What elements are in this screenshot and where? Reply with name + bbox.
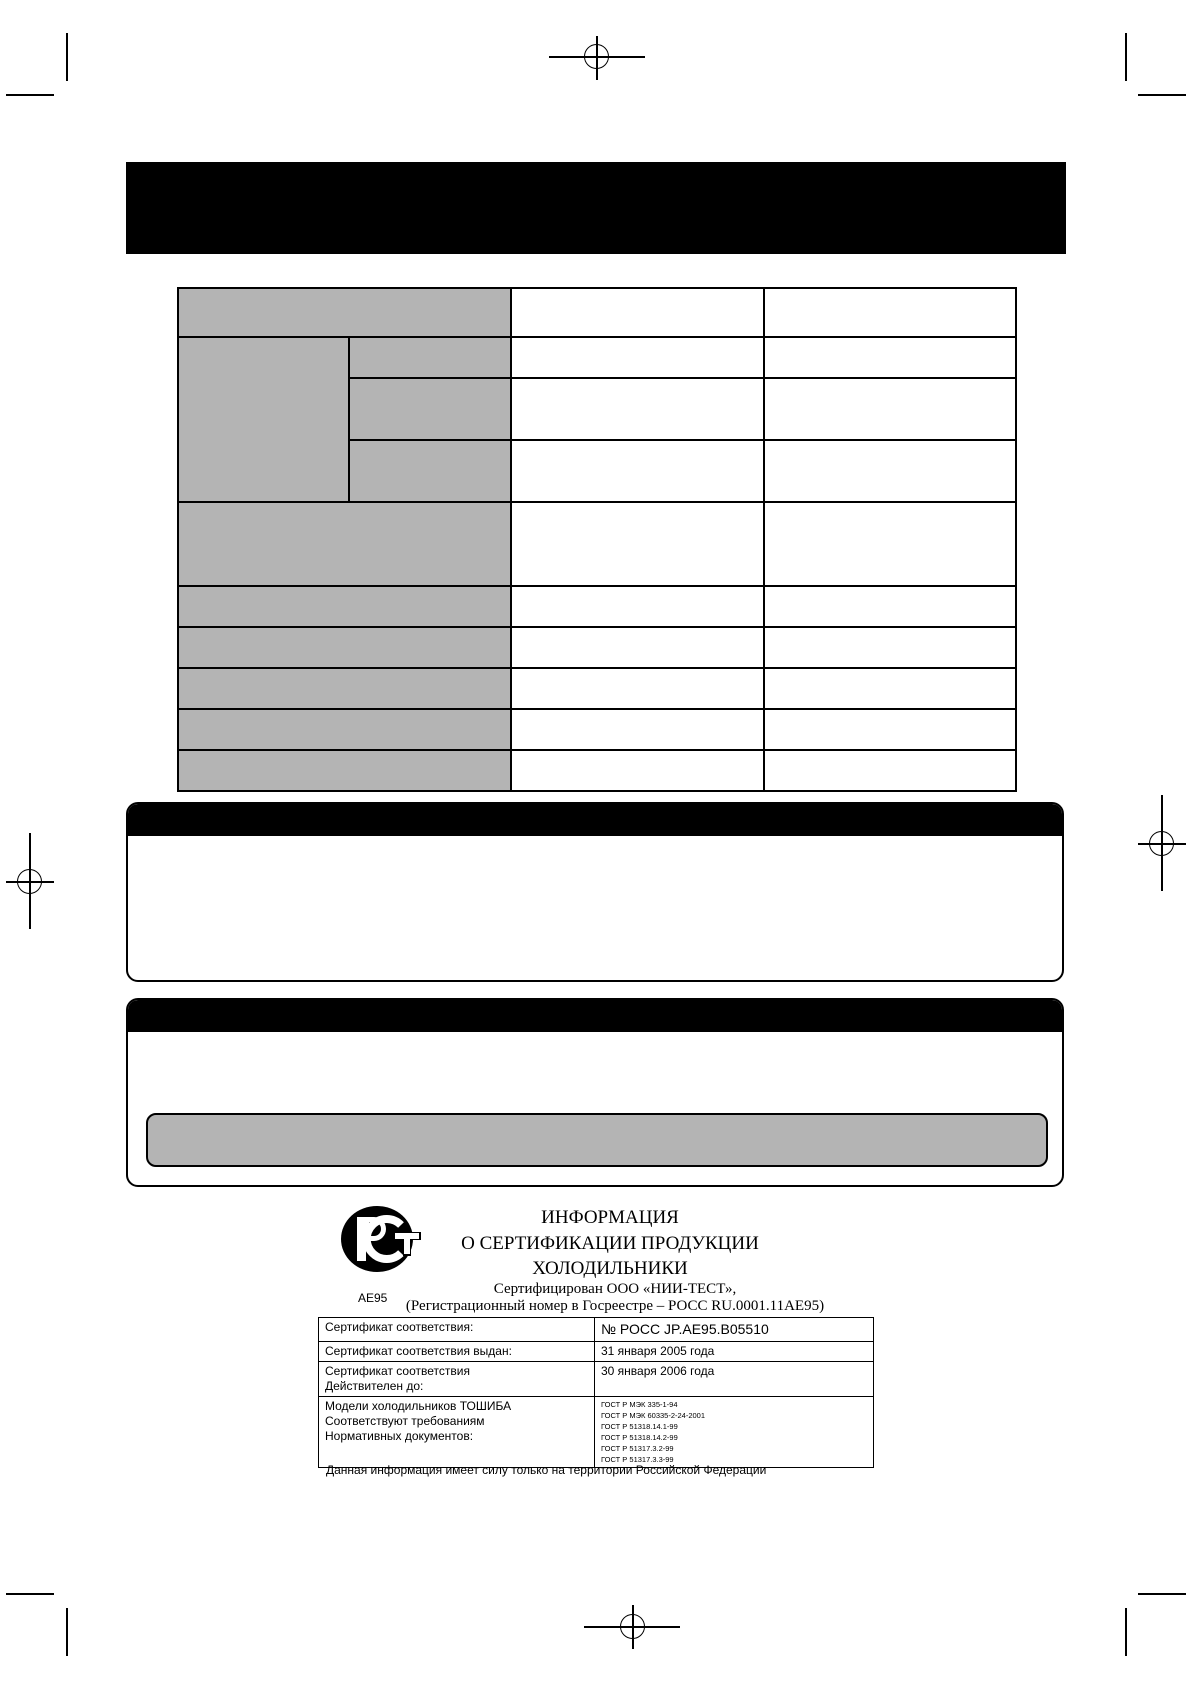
registration-number: (Регистрационный номер в Госреестре – РОСС RU.0001.11AE95) <box>405 1298 825 1314</box>
table-cell <box>511 378 764 440</box>
table-row <box>178 586 1016 627</box>
table-row <box>319 1342 874 1362</box>
table-subheader-cell <box>349 337 511 378</box>
table-cell <box>511 337 764 378</box>
table-cell <box>511 627 764 668</box>
table-cell <box>764 586 1016 627</box>
standard-item: ГОСТ Р МЭК 60335-2-24-2001 <box>601 1411 706 1420</box>
info-panel-2-note-box <box>146 1113 1048 1167</box>
cert-label-line: Модели холодильников ТОШИБА <box>325 1399 512 1413</box>
table-row <box>178 709 1016 750</box>
cert-label-line: Действителен до: <box>325 1379 424 1393</box>
cert-valid-until: 30 января 2006 года <box>595 1362 874 1397</box>
standard-item: ГОСТ Р 51318.14.1-99 <box>601 1422 678 1431</box>
table-cell <box>511 440 764 502</box>
table-row <box>178 750 1016 791</box>
cert-issue-date: 31 января 2005 года <box>595 1342 874 1362</box>
cert-label-line: Нормативных документов: <box>325 1429 474 1443</box>
table-subheader-cell <box>349 378 511 440</box>
standard-item: ГОСТ Р МЭК 335-1-94 <box>601 1400 678 1409</box>
cert-label: Сертификат соответствия: <box>319 1318 595 1342</box>
table-cell <box>764 378 1016 440</box>
table-cell <box>511 750 764 791</box>
standards-list <box>595 1397 874 1468</box>
table-cell <box>511 668 764 709</box>
table-cell <box>511 288 764 337</box>
info-panel-2-header-bar <box>128 1000 1062 1032</box>
table-cell <box>511 502 764 586</box>
table-header-cell <box>178 502 511 586</box>
certification-table <box>318 1317 874 1468</box>
table-group-cell <box>178 337 349 502</box>
table-row <box>178 502 1016 586</box>
table-cell <box>764 440 1016 502</box>
certification-title-line-3: ХОЛОДИЛЬНИКИ <box>532 1258 688 1279</box>
cert-label-line: Сертификат соответствия <box>325 1364 470 1378</box>
certified-by: Сертифицирован ООО «НИИ-ТЕСТ», <box>493 1281 737 1297</box>
table-row <box>178 337 1016 378</box>
certification-title-line-1: ИНФОРМАЦИЯ <box>541 1207 679 1228</box>
table-cell <box>511 709 764 750</box>
table-header-cell <box>178 586 511 627</box>
table-header-cell <box>178 288 511 337</box>
table-cell <box>764 288 1016 337</box>
table-header-cell <box>178 627 511 668</box>
table-cell <box>764 668 1016 709</box>
footer-note: Данная информация имеет силу только на территории Российской Федерации <box>326 1463 767 1477</box>
cert-label-line: Соответствуют требованиям <box>325 1414 485 1428</box>
cert-label <box>319 1362 595 1397</box>
logo-code: AE95 <box>358 1291 388 1305</box>
table-cell <box>764 627 1016 668</box>
standard-item: ГОСТ Р 51317.3.2-99 <box>601 1444 674 1453</box>
table-header-cell <box>178 709 511 750</box>
table-cell <box>764 709 1016 750</box>
cert-label: Сертификат соответствия выдан: <box>319 1342 595 1362</box>
info-panel-1-header-bar <box>128 804 1062 836</box>
table-cell <box>511 586 764 627</box>
table-row <box>319 1397 874 1468</box>
cert-number: № РОСС JP.AE95.B05510 <box>595 1318 874 1342</box>
table-row <box>319 1362 874 1397</box>
table-row <box>178 288 1016 337</box>
table-header-cell <box>178 750 511 791</box>
info-panel-2 <box>126 998 1064 1187</box>
table-cell <box>764 502 1016 586</box>
cert-label <box>319 1397 595 1468</box>
table-header-cell <box>178 668 511 709</box>
section-header-bar <box>126 162 1066 254</box>
table-row <box>178 668 1016 709</box>
standard-item: ГОСТ Р 51318.14.2-99 <box>601 1433 678 1442</box>
certification-title-line-2: О СЕРТИФИКАЦИИ ПРОДУКЦИИ <box>461 1233 759 1254</box>
table-row <box>178 627 1016 668</box>
standard-item: ГОСТ Р 51317.3.3-99 <box>601 1455 674 1464</box>
table-row <box>319 1318 874 1342</box>
specification-table <box>177 287 1017 792</box>
info-panel-1 <box>126 802 1064 982</box>
table-subheader-cell <box>349 440 511 502</box>
table-cell <box>764 750 1016 791</box>
rst-certification-logo-icon <box>339 1203 423 1275</box>
table-cell <box>764 337 1016 378</box>
